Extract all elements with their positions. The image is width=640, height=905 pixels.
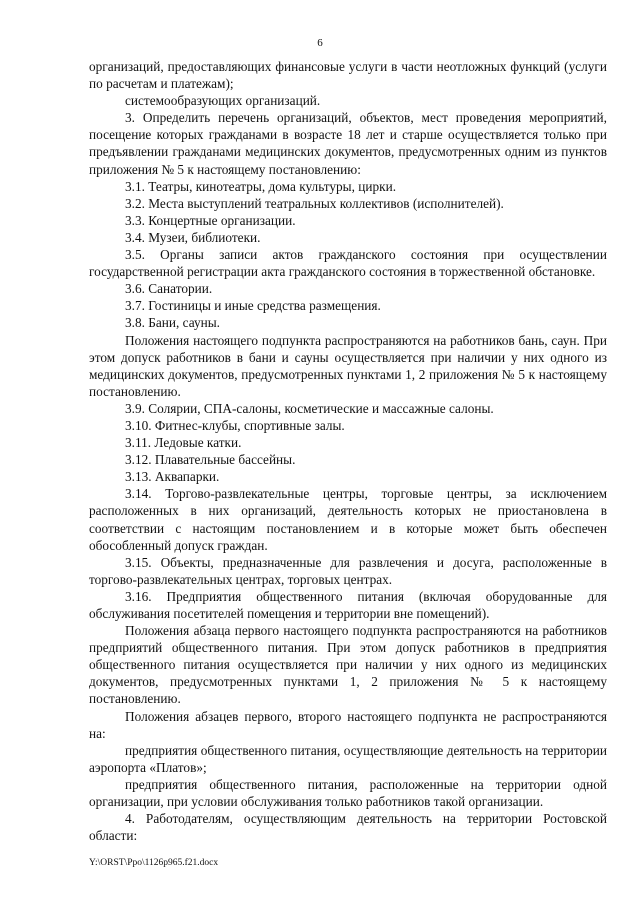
paragraph: Положения абзаца первого настоящего подпункта распространяются на работников предприятий общественного питания. При этом допуск работников в предприятия общественного питания осуществляется при наличии у них одного из медицинских документов, предусмотренных пунктами 1, 2 приложения № 5 к настоящему постановлению. [89, 623, 607, 707]
paragraph: Положения абзацев первого, второго настоящего подпункта не распространяются на: [89, 708, 607, 741]
list-item: 3.9. Солярии, СПА-салоны, косметические и массажные салоны. [125, 400, 494, 416]
list-item: 3.10. Фитнес-клубы, спортивные залы. [125, 417, 345, 433]
paragraph: Положения настоящего подпункта распространяются на работников бань, саун. При этом допуск работников в бани и сауны осуществляется при наличии у них одного из медицинских документов, предусмотренных пунктами 1, 2 приложения № 5 к настоящему постановлению. [89, 332, 607, 399]
list-item: 3.7. Гостиницы и иные средства размещения. [125, 298, 381, 314]
footer-file-path: Y:\ORST\Ppo\1126p965.f21.docx [89, 858, 219, 868]
list-item: 3.6. Санатории. [125, 281, 213, 297]
list-item: 3.4. Музеи, библиотеки. [125, 229, 261, 245]
list-item: 3.14. Торгово-развлекательные центры, торговые центры, за исключением расположенных в них организаций, деятельность которых не приостановлена в соответствии с настоящим постановлением и в которые может быть обеспечен обособленный допуск граждан. [89, 486, 607, 553]
paragraph: 4. Работодателям, осуществляющим деятельность на территории Ростовской области: [89, 811, 607, 844]
list-item: 3.15. Объекты, предназначенные для развлечения и досуга, расположенные в торгово-развлекательных центрах, торговых центрах. [89, 554, 607, 587]
page-number: 6 [317, 37, 323, 49]
list-item: 3.8. Бани, сауны. [125, 315, 220, 331]
list-item: 3.1. Театры, кинотеатры, дома культуры, цирки. [125, 178, 397, 194]
paragraph: предприятия общественного питания, расположенные на территории одной организации, при условии обслуживания только работников такой организации. [89, 776, 607, 810]
list-item: 3.5. Органы записи актов гражданского состояния при осуществлении государственной регистрации акта гражданского состояния в торжественной обстановке. [89, 247, 607, 280]
paragraph: системообразующих организаций. [125, 93, 321, 109]
paragraph: предприятия общественного питания, осуществляющие деятельность на территории аэропорта «Платов»; [89, 742, 607, 775]
paragraph: организаций, предоставляющих финансовые услуги в части неотложных функций (услуги по расчетам и платежам); [89, 59, 607, 92]
list-item: 3.2. Места выступлений театральных коллективов (исполнителей). [125, 195, 504, 211]
paragraph: 3. Определить перечень организаций, объектов, мест проведения мероприятий, посещение которых гражданами в возрасте 18 лет и старше осуществляется только при предъявлении гражданами медицинских документов, предусмотренных одним из пунктов приложения № 5 к настоящему постановлению: [89, 110, 607, 177]
list-item: 3.12. Плавательные бассейны. [125, 452, 296, 468]
list-item: 3.13. Аквапарки. [125, 469, 220, 485]
list-item: 3.11. Ледовые катки. [125, 435, 242, 451]
list-item: 3.16. Предприятия общественного питания (включая оборудованные для обслуживания посетителей помещения и территории вне помещений). [89, 588, 607, 621]
list-item: 3.3. Концертные организации. [125, 212, 296, 228]
document-body [89, 58, 607, 844]
